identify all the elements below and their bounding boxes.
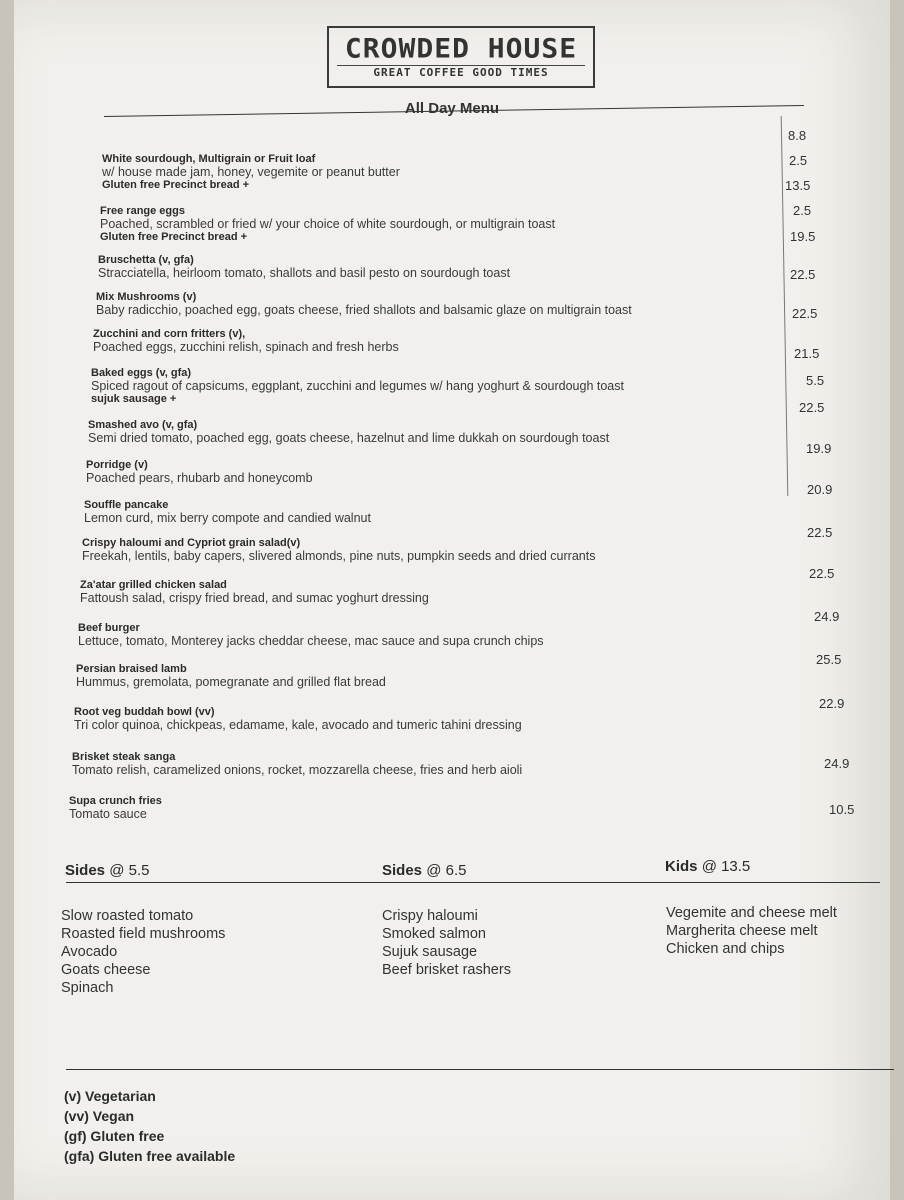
price: 21.5 [794,346,820,361]
kids-list [666,904,837,958]
item-name: Souffle pancake [84,499,169,511]
item-name: Root veg buddah bowl (vv) [74,706,215,718]
item-name: Brisket steak sanga [72,751,176,763]
legend-divider [66,1069,894,1070]
item-name: Bruschetta (v, gfa) [98,254,194,266]
price: 22.5 [790,267,816,282]
item-description: Spiced ragout of capsicums, eggplant, zucchini and legumes w/ hang yoghurt & sourdough toast [91,379,624,393]
item-name: Porridge (v) [86,459,148,471]
item-name: Smashed avo (v, gfa) [88,419,198,431]
item-extra: Gluten free Precinct bread + [100,231,248,243]
menu-item [86,459,313,485]
menu-item [93,328,399,354]
item-name: Zucchini and corn fritters (v), [93,328,246,340]
price: 2.5 [793,203,812,218]
price: 2.5 [789,153,808,168]
list-item: Beef brisket rashers [382,962,511,978]
price: 22.9 [819,696,845,711]
list-item: Roasted field mushrooms [61,926,226,942]
menu-item [76,663,386,689]
logo [327,26,595,88]
item-description: Lemon curd, mix berry compote and candied walnut [84,511,371,525]
list-item: Smoked salmon [382,926,486,942]
item-extra: sujuk sausage + [91,393,177,405]
list-item: Goats cheese [61,962,151,978]
list-item: Sujuk sausage [382,944,478,960]
list-item: Spinach [61,980,114,996]
price: 22.5 [807,525,833,540]
item-name: Crispy haloumi and Cypriot grain salad(v) [82,537,301,549]
item-description: Tri color quinoa, chickpeas, edamame, kale, avocado and tumeric tahini dressing [74,718,522,732]
item-name: Baked eggs (v, gfa) [91,367,192,379]
sides-title: Sides [65,862,106,879]
price: 22.5 [809,566,835,581]
price: 24.9 [814,609,840,624]
legend-item: (v) Vegetarian [64,1088,156,1104]
item-description: Semi dried tomato, poached egg, goats cheese, hazelnut and lime dukkah on sourdough toast [88,431,610,445]
price: 20.9 [807,482,833,497]
sides-price: @ 6.5 [426,862,467,879]
item-description: Poached, scrambled or fried w/ your choice of white sourdough, or multigrain toast [100,217,556,231]
list-item: Crispy haloumi [382,908,478,924]
item-description: Baby radicchio, poached egg, goats cheese, fried shallots and balsamic glaze on multigrain toast [96,303,632,317]
price-column-line [781,116,789,496]
item-description: Stracciatella, heirloom tomato, shallots and basil pesto on sourdough toast [98,266,511,280]
menu-item [80,579,429,605]
menu-title: All Day Menu [404,100,500,117]
list-item: Chicken and chips [666,941,785,957]
price: 5.5 [806,373,825,388]
menu-item [69,795,162,821]
list-item: Avocado [61,944,118,960]
item-name: Za'atar grilled chicken salad [80,579,227,591]
menu-item [84,499,371,525]
menu-item [74,706,522,732]
item-extra: Gluten free Precinct bread + [102,179,250,191]
price: 25.5 [816,652,842,667]
dietary-legend [64,1086,235,1166]
item-name: Beef burger [78,622,140,634]
kids-title: Kids [665,858,698,875]
menu-sheet [14,0,890,1200]
item-description: Fattoush salad, crispy fried bread, and sumac yoghurt dressing [80,591,429,605]
list-item: Vegemite and cheese melt [666,905,837,921]
item-name: Persian braised lamb [76,663,187,675]
sides-heading [382,862,466,879]
kids-heading [665,858,750,875]
legend-item: (vv) Vegan [64,1108,135,1124]
menu-item [82,537,595,563]
list-item: Margherita cheese melt [666,923,818,939]
list-item: Slow roasted tomato [61,908,194,924]
item-description: Poached eggs, zucchini relish, spinach and fresh herbs [93,340,399,354]
price: 22.5 [792,306,818,321]
sides-divider [66,882,880,883]
sides-title: Sides [382,862,423,879]
sides-heading [65,862,149,879]
price: 19.9 [806,441,832,456]
price: 13.5 [785,178,811,193]
menu-item [98,254,510,280]
menu-item [88,419,609,445]
sides-list [61,907,225,997]
menu-item [96,291,632,317]
menu-item [78,622,544,648]
logo-subtitle: GREAT COFFEE GOOD TIMES [373,66,549,79]
legend-item: (gfa) Gluten free available [64,1148,236,1164]
price: 22.5 [799,400,825,415]
item-name: White sourdough, Multigrain or Fruit loaf [102,153,316,165]
price: 10.5 [829,802,855,817]
sides-list [382,907,511,979]
price: 19.5 [790,229,816,244]
kids-price: @ 13.5 [701,858,751,875]
item-description: Tomato sauce [69,807,147,821]
item-description: Poached pears, rhubarb and honeycomb [86,471,313,485]
menu-item [91,367,624,406]
price: 8.8 [788,128,807,143]
menu-item [72,751,522,777]
price: 24.9 [824,756,850,771]
menu-item [102,153,400,192]
item-name: Free range eggs [100,205,185,217]
logo-title: CROWDED HOUSE [344,32,578,65]
item-name: Supa crunch fries [69,795,162,807]
item-description: Freekah, lentils, baby capers, slivered almonds, pine nuts, pumpkin seeds and dried currants [82,549,596,563]
item-description: Lettuce, tomato, Monterey jacks cheddar cheese, mac sauce and supa crunch chips [78,634,544,648]
logo-divider [337,65,585,66]
item-description: Tomato relish, caramelized onions, rocket, mozzarella cheese, fries and herb aioli [72,763,523,777]
item-name: Mix Mushrooms (v) [96,291,197,303]
legend-item: (gf) Gluten free [64,1128,165,1144]
item-description: Hummus, gremolata, pomegranate and grilled flat bread [76,675,386,689]
menu-item [100,205,555,244]
item-description: w/ house made jam, honey, vegemite or peanut butter [102,165,400,179]
sides-price: @ 5.5 [109,862,150,879]
